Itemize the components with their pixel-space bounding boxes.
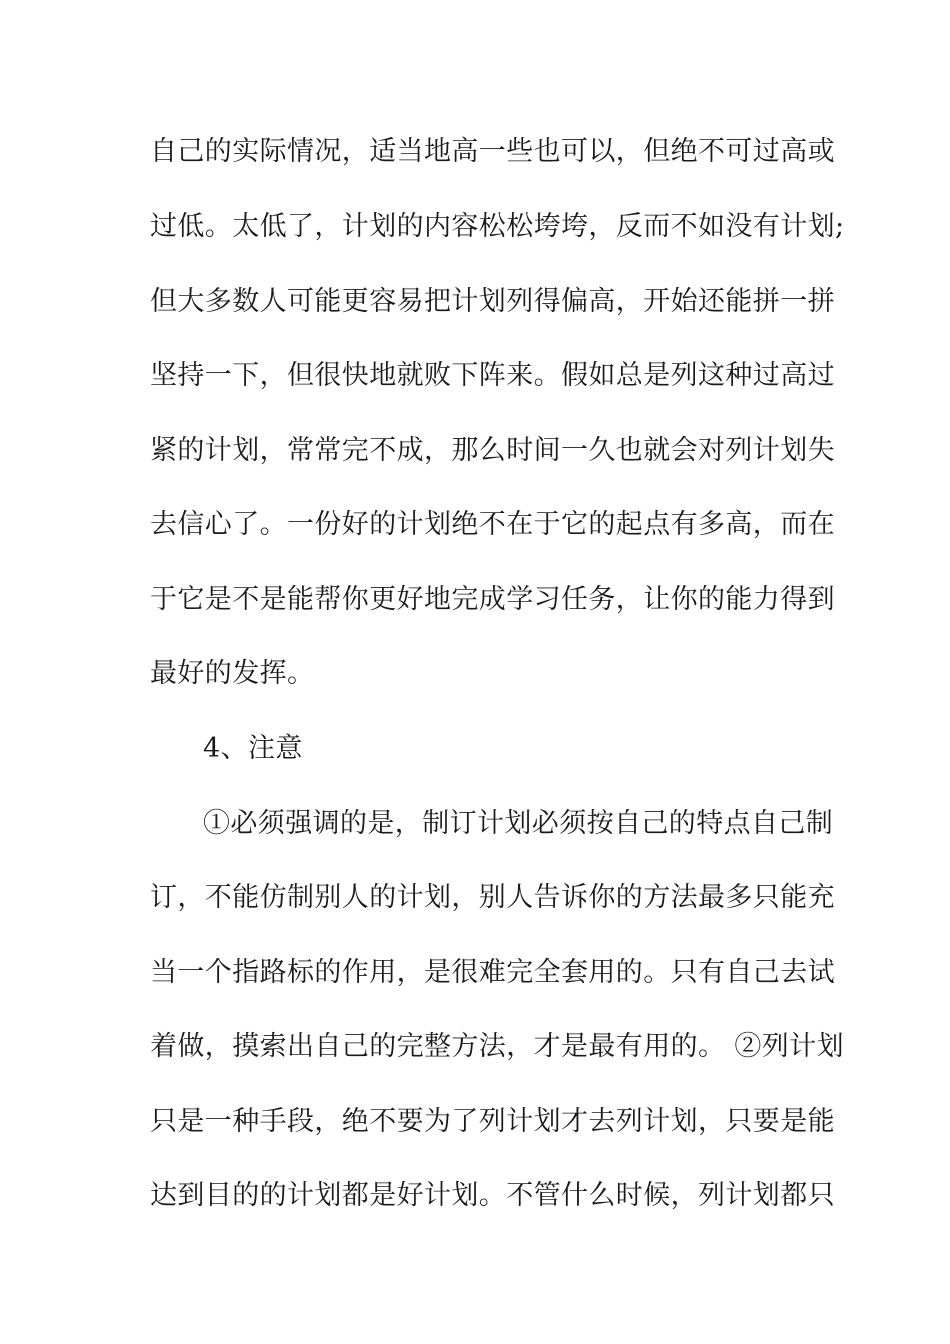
paragraph-line: 订，不能仿制别人的计划，别人告诉你的方法最多只能充 [150,882,835,913]
paragraph-line: 只是一种手段，绝不要为了列计划才去列计划，只要是能 [150,1106,835,1137]
paragraph-line: ①必须强调的是，制订计划必须按自己的特点自己制 [203,808,834,839]
paragraph-line: 达到目的的计划都是好计划。不管什么时候，列计划都只 [150,1180,835,1211]
paragraph-line: 紧的计划，常常完不成，那么时间一久也就会对列计划失 [150,435,835,466]
paragraph-line: 过低。太低了，计划的内容松松垮垮，反而不如没有计划; [150,211,845,242]
paragraph-line: 自己的实际情况，适当地高一些也可以，但绝不可过高或 [150,136,835,167]
paragraph-line: 坚持一下，但很快地就败下阵来。假如总是列这种过高过 [150,360,835,391]
paragraph-line: 但大多数人可能更容易把计划列得偏高，开始还能拼一拼 [150,286,835,317]
paragraph-line: 着做，摸索出自己的完整方法，才是最有用的。 ②列计划 [150,1031,844,1062]
paragraph-line: 于它是不是能帮你更好地完成学习任务，让你的能力得到 [150,584,835,615]
paragraph-line: 最好的发挥。 [150,658,315,689]
paragraph-line: 当一个指路标的作用，是很难完全套用的。只有自己去试 [150,957,835,988]
paragraph-line: 去信心了。一份好的计划绝不在于它的起点有多高，而在 [150,509,835,540]
section-heading: 4、注意 [203,733,303,764]
